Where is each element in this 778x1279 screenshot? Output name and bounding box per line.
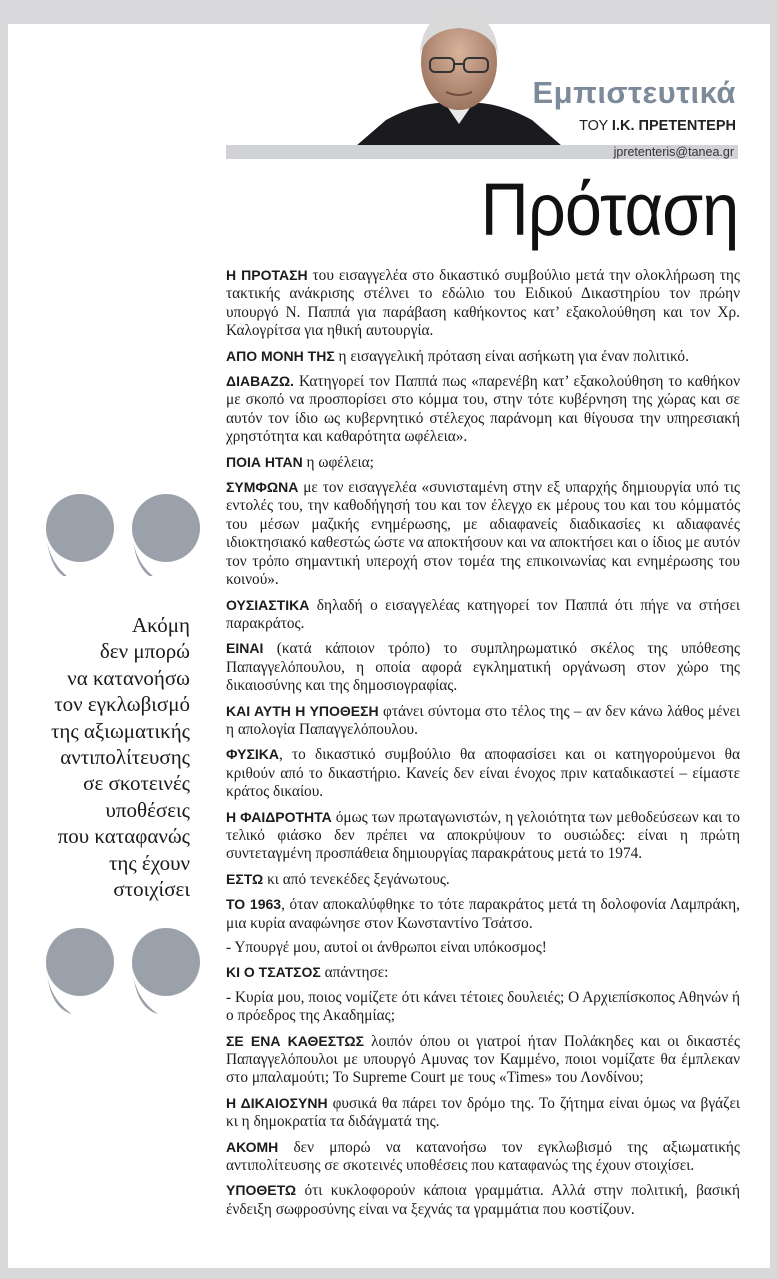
- headline: Πρόταση: [480, 168, 738, 251]
- article-paragraph: [226, 745, 740, 801]
- paragraph-lead: ΠΟΙΑ ΗΤΑΝ: [226, 453, 303, 470]
- paragraph-lead: ΚΑΙ ΑΥΤΗ Η ΥΠΟΘΕΣΗ: [226, 702, 379, 719]
- paragraph-lead: ΥΠΟΘΕΤΩ: [226, 1182, 297, 1199]
- paragraph-text: φτάνει σύντομα στο τέλος της – αν δεν κάνω λάθος μένει η απολογία Παπαγγελόπουλου.: [226, 702, 740, 738]
- pull-quote-line: αντιπολίτευσης: [60, 745, 190, 770]
- paragraph-lead: Η ΠΡΟΤΑΣΗ: [226, 267, 308, 283]
- article-paragraph: [226, 870, 740, 889]
- paragraph-lead: ΔΙΑΒΑΖΩ.: [226, 373, 294, 390]
- pull-quote-line: που καταφανώς: [57, 824, 190, 849]
- paragraph-text: λοιπόν όπου οι γιατροί ήταν Πολάκηδες και οι δικαστές Παπαγγελόπουλοι με υπουργό Αμυνας τον Καμμένο, ποιοι νομίζατε θα έμπλεκαν στο μπαλαμούτι; Το Supreme Court με τους «Times» του Λονδίνου;: [226, 1032, 740, 1087]
- pull-quote-line: Ακόμη: [131, 613, 190, 637]
- open-quote-icon: [44, 486, 204, 576]
- paragraph-lead: ΑΠΟ ΜΟΝΗ ΤΗΣ: [226, 347, 335, 364]
- article-paragraph: [226, 939, 740, 957]
- pull-quote-line: τον εγκλωβισμό: [54, 692, 190, 717]
- paragraph-text: , το δικαστικό συμβούλιο θα αποφασίσει και οι κατηγορούμενοι θα κριθούν από το δικαστήριο. Κανείς δεν είναι ένοχος πριν καταδικαστεί – είμαστε κράτος δικαίου.: [226, 746, 740, 801]
- paragraph-lead: ΣΥΜΦΩΝΑ: [226, 479, 299, 496]
- paragraph-text: φυσικά θα πάρει τον δρόμο της. Το ζήτημα είναι όμως να βγάζει κι η δημοκρατία τα διδάγματά της.: [226, 1094, 740, 1131]
- paragraph-text: - Κυρία μου, ποιος νομίζετε ότι κάνει τέτοιες δουλειές; Ο Αρχιεπίσκοπος Αθηνών ή ο πρόεδρος της Ακαδημίας;: [226, 988, 740, 1025]
- paragraph-lead: ΤΟ 1963: [226, 896, 282, 913]
- pull-quote-line: να κατανοήσω: [67, 665, 190, 690]
- article-paragraph: [226, 372, 740, 447]
- article-paragraph: [226, 963, 740, 982]
- article-paragraph: [226, 808, 740, 864]
- article-paragraph: [226, 639, 740, 695]
- paragraph-text: ότι κυκλοφορούν κάποια γραμμάτια. Αλλά στην πολιτική, βασική ένδειξη σωφροσύνης είναι να ξεχνάς τα γραμμάτια που κοστίζουν.: [226, 1182, 740, 1218]
- close-quote-icon: [44, 924, 204, 1014]
- paragraph-text: - Υπουργέ μου, αυτοί οι άνθρωποι είναι υπόκοσμος!: [226, 939, 547, 956]
- paragraph-lead: ΕΣΤΩ: [226, 870, 264, 887]
- article-paragraph: [226, 1181, 740, 1219]
- paragraph-text: η ωφέλεια;: [302, 453, 374, 471]
- paragraph-text: , όταν αποκαλύφθηκε το τότε παρακράτος μετά τη δολοφονία Λαμπράκη, μια κυρία αναφώνησε στον Κωνσταντίνο Τσάτσο.: [226, 896, 740, 932]
- article-paragraph: [226, 1138, 740, 1176]
- paragraph-lead: Η ΔΙΚΑΙΟΣΥΝΗ: [226, 1094, 328, 1111]
- column-title: Εμπιστευτικά: [532, 75, 736, 110]
- article-paragraph: [226, 702, 740, 740]
- byline-prefix: ΤΟΥ: [579, 118, 608, 134]
- paragraph-text: Κατηγορεί τον Παππά πως «παρενέβη κατ’ εξακολούθηση το καθήκον με σκοπό να προσπορίσει στο κόμμα του, στην τότε κυβέρνηση της χώρας και σε αυτόν τον ίδιο ως κυβερνητικό στέλεχος παράνομη και θίγουσα την υπηρεσιακή χρηστότητα και καθαρότητα ωφέλεια».: [226, 373, 740, 446]
- paragraph-lead: ΟΥΣΙΑΣΤΙΚΑ: [226, 596, 310, 613]
- paragraph-text: δεν μπορώ να κατανοήσω τον εγκλωβισμό της αξιωματικής αντιπολίτευσης σε σκοτεινές υποθέσεις που καταφανώς της έχουν στοιχίσει.: [226, 1138, 740, 1175]
- paragraph-lead: ΣΕ ΕΝΑ ΚΑΘΕΣΤΩΣ: [226, 1032, 365, 1049]
- paragraph-text: δηλαδή ο εισαγγελέας κατηγορεί τον Παππά ότι πήγε να στήσει παρακράτος.: [226, 596, 740, 632]
- byline-author: Ι.Κ. ΠΡΕΤΕΝΤΕΡΗ: [611, 118, 736, 134]
- pull-quote-line: δεν μπορώ: [99, 639, 190, 664]
- article-paragraph: [226, 989, 740, 1026]
- paragraph-lead: Η ΦΑΙΔΡΟΤΗΤΑ: [226, 808, 332, 825]
- author-email: jpretenteris@tanea.gr: [613, 145, 734, 159]
- article-paragraph: [226, 266, 740, 341]
- paragraph-text: όμως των πρωταγωνιστών, η γελοιότητα των μεθοδεύσεων και το τελικό φιάσκο δεν πρέπει να αποκρύψουν το ουσιώδες: είναι η πρώτη συντεταγμένη προσπάθεια δημιουργίας παρακράτους μετά το 1974.: [226, 808, 740, 863]
- article-paragraph: [226, 478, 740, 589]
- pull-quote-line: της αξιωματικής: [50, 718, 190, 743]
- paragraph-lead: ΦΥΣΙΚΑ: [226, 746, 279, 763]
- paragraph-lead: ΕΙΝΑΙ: [226, 640, 264, 657]
- paragraph-text: απάντησε:: [320, 964, 389, 982]
- paragraph-text: (κατά κάποιον τρόπο) το συμπληρωματικό σκέλος της υπόθεσης Παπαγγελόπουλου, η οποία αφορά εγκληματική οργάνωση στον χώρο της δικαιοσύνης και της δημοσιογραφίας.: [226, 640, 740, 695]
- article-paragraph: [226, 895, 740, 933]
- paragraph-text: η εισαγγελική πρόταση είναι ασήκωτη για έναν πολιτικό.: [334, 347, 689, 365]
- author-portrait: [356, 0, 562, 146]
- paragraph-text: του εισαγγελέα στο δικαστικό συμβούλιο μετά την ολοκλήρωση της τακτικής ανάκρισης στέλνει το εδώλιο του Ειδικού Δικαστηρίου τον πρώην υπουργό Ν. Παππά για παράβαση καθήκοντος κατ’ εξακολούθηση και τον Χρ. Καλογρίτσα για ηθική αυτουργία.: [226, 267, 740, 340]
- pull-quote-line: της έχουν: [108, 850, 190, 875]
- pull-quote-line: σε σκοτεινές: [83, 771, 190, 796]
- paragraph-text: κι από τενεκέδες ξεγάνωτους.: [263, 870, 450, 888]
- pull-quote-line: στοιχίσει: [113, 877, 190, 902]
- article-paragraph: [226, 596, 740, 634]
- article-paragraph: [226, 1032, 740, 1088]
- article-body: [226, 266, 740, 1225]
- article-paragraph: [226, 347, 740, 366]
- paragraph-text: με τον εισαγγελέα «συνισταμένη στην εξ υπαρχής δημιουργία υπό τις εντολές του, την καθοδήγησή του και τον έλεγχο εκ μέρους του και του κόμματός του μέσων μαζικής ενημέρωσης, με αδιαφανείς διαδικασίες κι αδιαφανές ιδιοκτησιακό καθεστώς ώστε να αποκτήσουν και να αποκτήσει και ο ίδιος με αυτόν τον τρόπο σημαντική υπεροχή στον τομέα της επικοινωνίας και ενημέρωσης του κοινού».: [226, 479, 740, 589]
- pull-quote-line: υποθέσεις: [105, 797, 190, 822]
- paragraph-lead: ΚΙ Ο ΤΣΑΤΣΟΣ: [226, 964, 321, 981]
- byline: [579, 118, 736, 134]
- pull-quote: [0, 612, 190, 902]
- article-paragraph: [226, 453, 740, 472]
- article-paragraph: [226, 1094, 740, 1132]
- paragraph-lead: ΑΚΟΜΗ: [226, 1138, 279, 1155]
